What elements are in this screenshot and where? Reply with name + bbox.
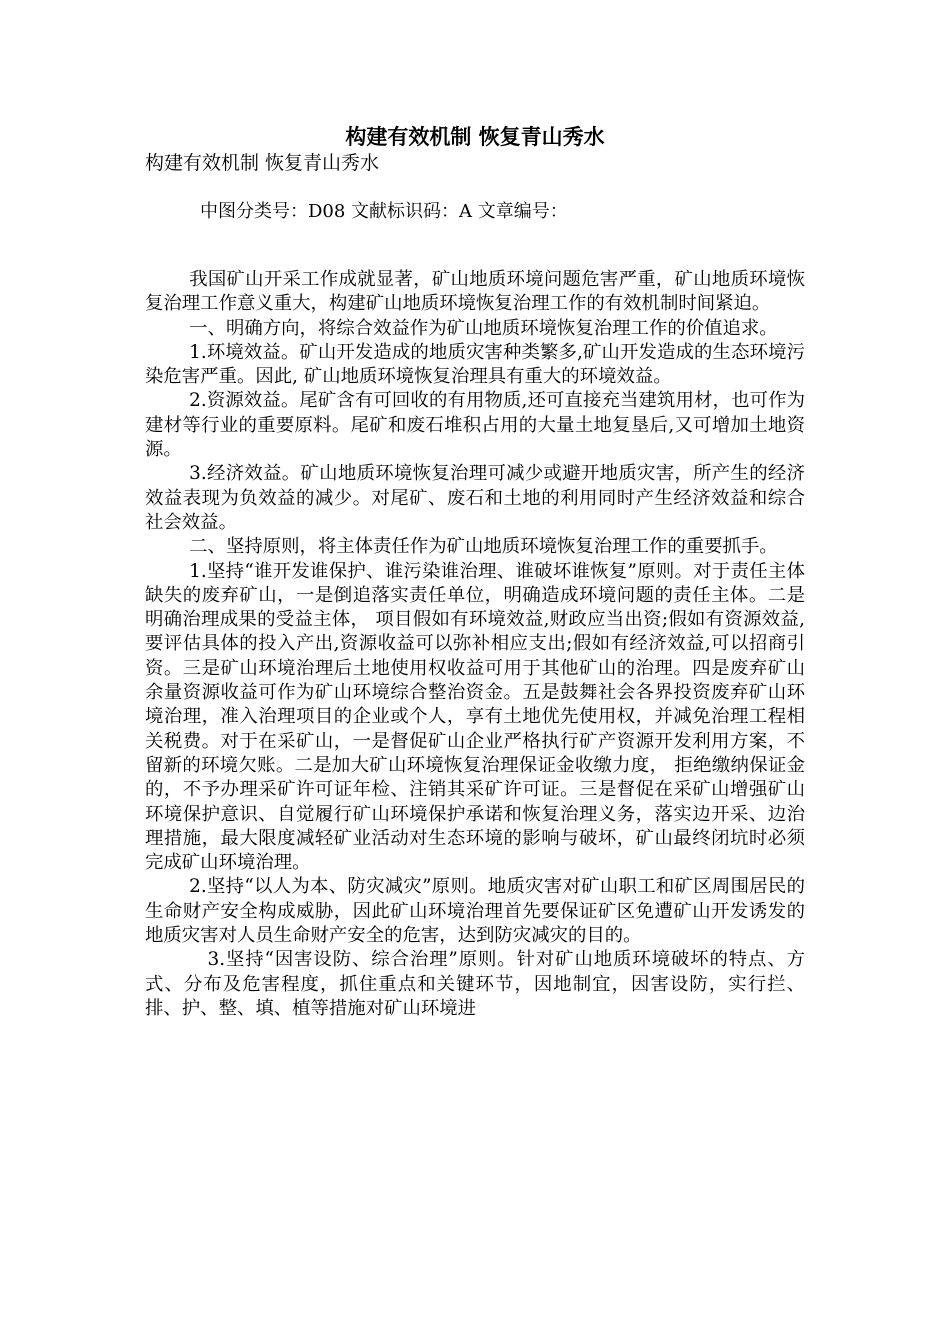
paragraph-section-2-heading: 二、坚持原则，将主体责任作为矿山地质环境恢复治理工作的重要抓手。 (189, 536, 778, 558)
paragraph-principle-1: 1.坚持“谁开发谁保护、谁污染谁治理、谁破坏谁恢复”原则。对于责任主体缺失的废弃矿山，一是倒追落实责任单位，明确造成环境问题的责任主体。二是明确治理成果的受益主体， 项目假如有环境效益,财政应当出资;假如有资源效益,要评估具体的投入产出,资源收益可以弥补相应支出;假如有经济效益,可以招商引资。三是矿山环境治理后土地使用权收益可用于其他矿山的治理。四是废弃矿山余量资源收益可作为矿山环境综合整治资金。五是鼓舞社会各界投资废弃矿山环境治理，准入治理项目的企业或个人，享有土地优先使用权，并减免治理工程相关税费。对于在采矿山，一是督促矿山企业严格执行矿产资源开发利用方案，不留新的环境欠账。二是加大矿山环境恢复治理保证金收缴力度， 拒绝缴纳保证金的，不予办理采矿许可证年检、注销其采矿许可证。三是督促在采矿山增强矿山环境保护意识、自觉履行矿山环境保护承诺和恢复治理义务，落实边开采、边治理措施，最大限度减轻矿业活动对生态环境的影响与破坏，矿山最终闭坑时必须完成矿山环境治理。 (145, 560, 805, 874)
document-subtitle: 构建有效机制 恢复青山秀水 (145, 152, 380, 174)
paragraph-resource-benefit: 2.资源效益。尾矿含有可回收的有用物质,还可直接充当建筑用材，也可作为建材等行业的重要原料。尾矿和废石堆积占用的大量土地复垦后,又可增加土地资源。 (145, 390, 805, 461)
paragraph-section-1-heading: 一、明确方向，将综合效益作为矿山地质环境恢复治理工作的价值追求。 (189, 317, 778, 339)
classification-line: 中图分类号：D08 文献标识码：A 文章编号： (200, 201, 568, 222)
document-body (145, 268, 805, 1021)
paragraph-principle-3: 3.坚持“因害设防、综合治理”原则。针对矿山地质环境破坏的特点、方式、分布及危害程度，抓住重点和关键环节，因地制宜，因害设防，实行拦、排、护、整、填、植等措施对矿山环境进 (145, 949, 805, 1019)
paragraph-principle-2: 2.坚持“以人为本、防灾减灾”原则。地质灾害对矿山职工和矿区周围居民的生命财产安全构成威胁，因此矿山环境治理首先要保证矿区免遭矿山开发诱发的地质灾害对人员生命财产安全的危害，达到防灾减灾的目的。 (145, 876, 805, 947)
paragraph-environment-benefit: 1.环境效益。矿山开发造成的地质灾害种类繁多,矿山开发造成的生态环境污染危害严重。因此, 矿山地质环境恢复治理具有重大的环境效益。 (145, 341, 805, 388)
paragraph-economic-benefit: 3.经济效益。矿山地质环境恢复治理可减少或避开地质灾害，所产生的经济效益表现为负效益的减少。对尾矿、废石和土地的利用同时产生经济效益和综合社会效益。 (145, 463, 805, 533)
paragraph-intro: 我国矿山开采工作成就显著，矿山地质环境问题危害严重，矿山地质环境恢复治理工作意义重大，构建矿山地质环境恢复治理工作的有效机制时间紧迫。 (145, 269, 805, 315)
document-title: 构建有效机制 恢复青山秀水 (345, 125, 605, 149)
